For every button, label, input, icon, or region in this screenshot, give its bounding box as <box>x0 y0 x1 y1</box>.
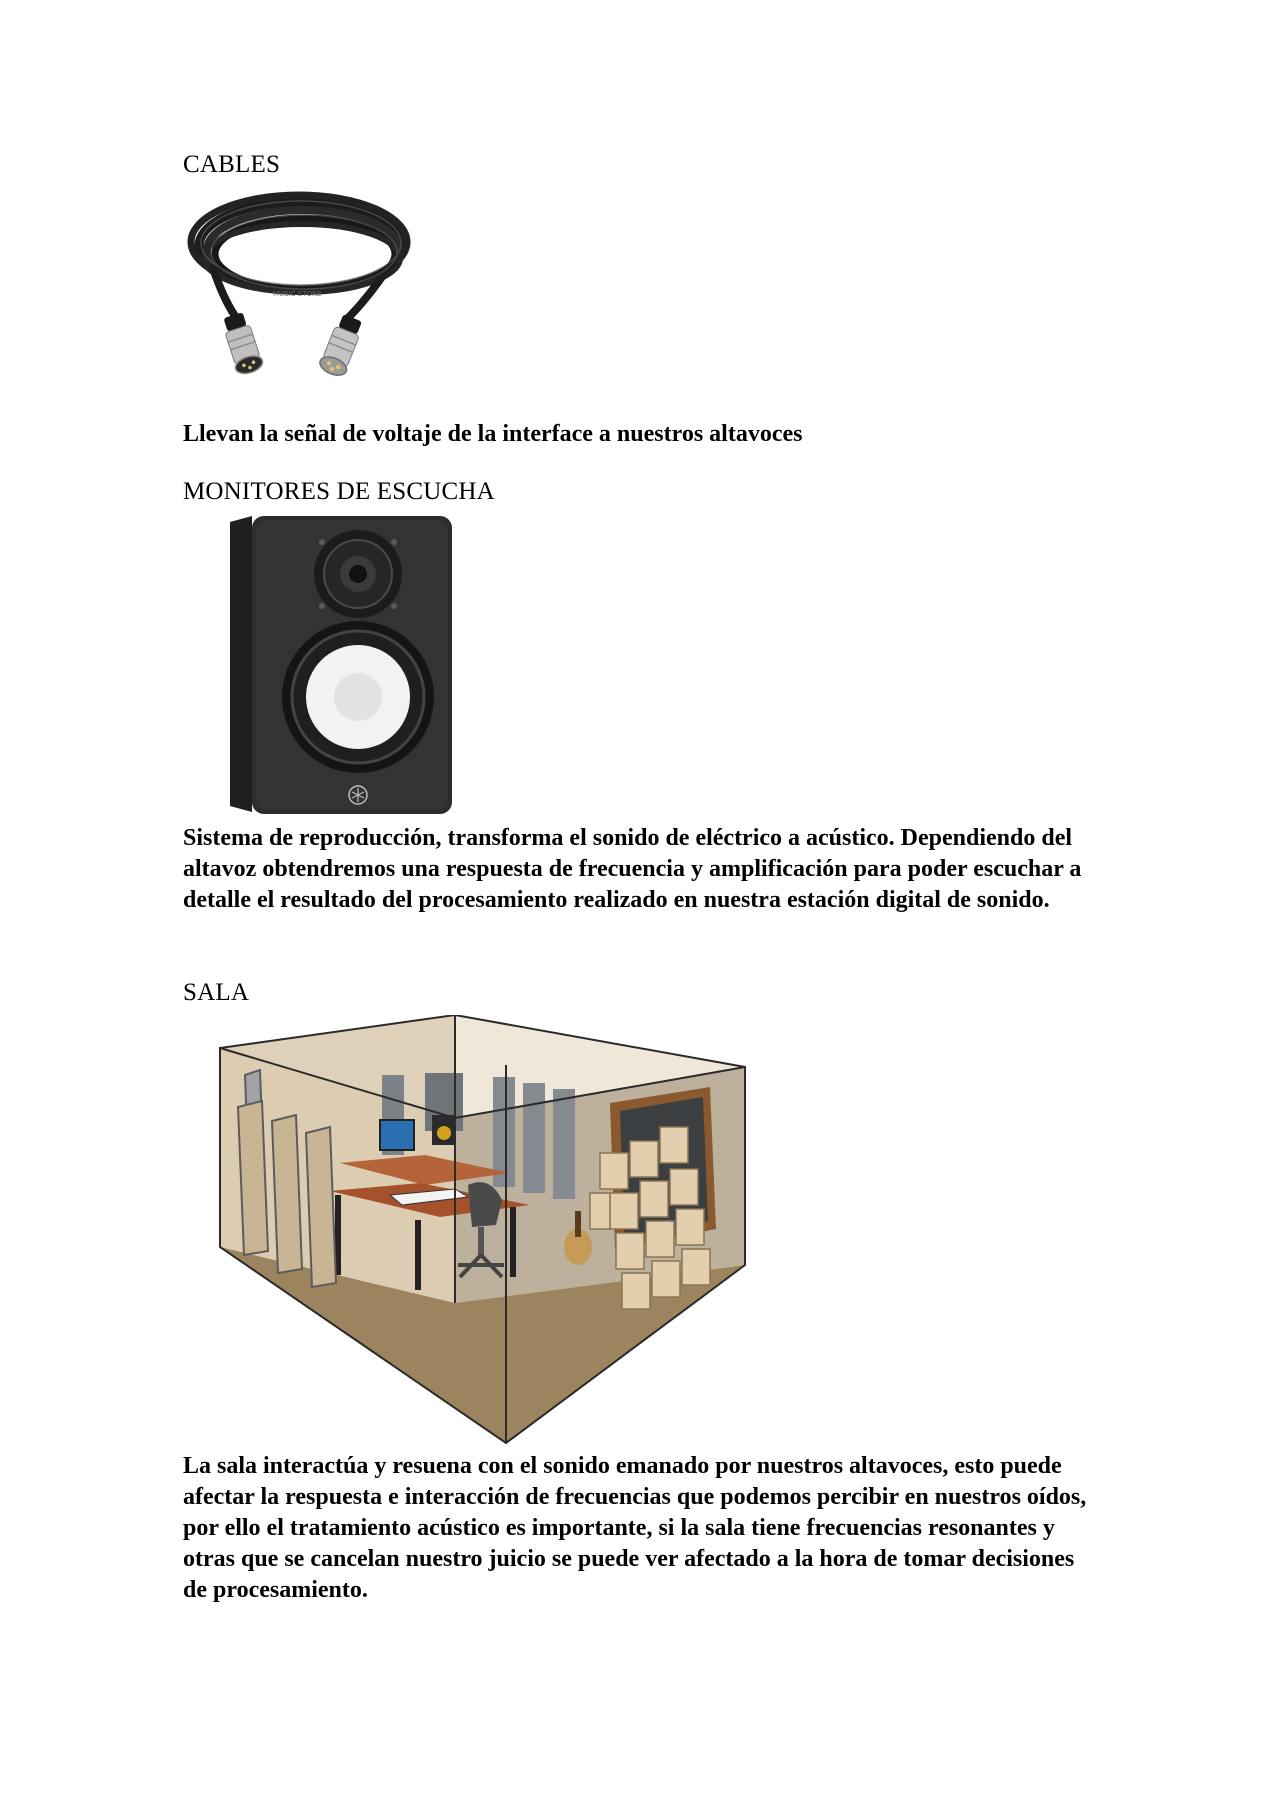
heading-monitors: MONITORES DE ESCUCHA <box>183 478 495 505</box>
heading-cables: CABLES <box>183 151 281 178</box>
xlr-cable-image <box>183 188 415 413</box>
cable-brand-text: MUSIC STORE <box>273 290 322 298</box>
heading-room: SALA <box>183 979 250 1006</box>
monitors-description: Sistema de reproducción, transforma el sonido de eléctrico a acústico. Dependiendo del altavoz obtendremos una respuesta de frecuencia y amplificación para poder escuchar a detalle el resultado del procesamiento realizado en nuestra estación digital de sonido. <box>183 825 1082 913</box>
room-description: La sala interactúa y resuena con el sonido emanado por nuestros altavoces, esto puede afectar la respuesta e interacción de frecuencias que podemos percibir en nuestros oídos, por ello el tratamiento acústico es importante, si la sala tiene frecuencias resonantes y otras que se cancelan nuestro juicio se puede ver afectado a la hora de tomar decisiones de procesamiento. <box>183 1453 1087 1603</box>
studio-room-image <box>210 1015 750 1445</box>
cables-description: Llevan la señal de voltaje de la interface a nuestros altavoces <box>183 421 803 447</box>
studio-monitor-image <box>226 512 456 818</box>
